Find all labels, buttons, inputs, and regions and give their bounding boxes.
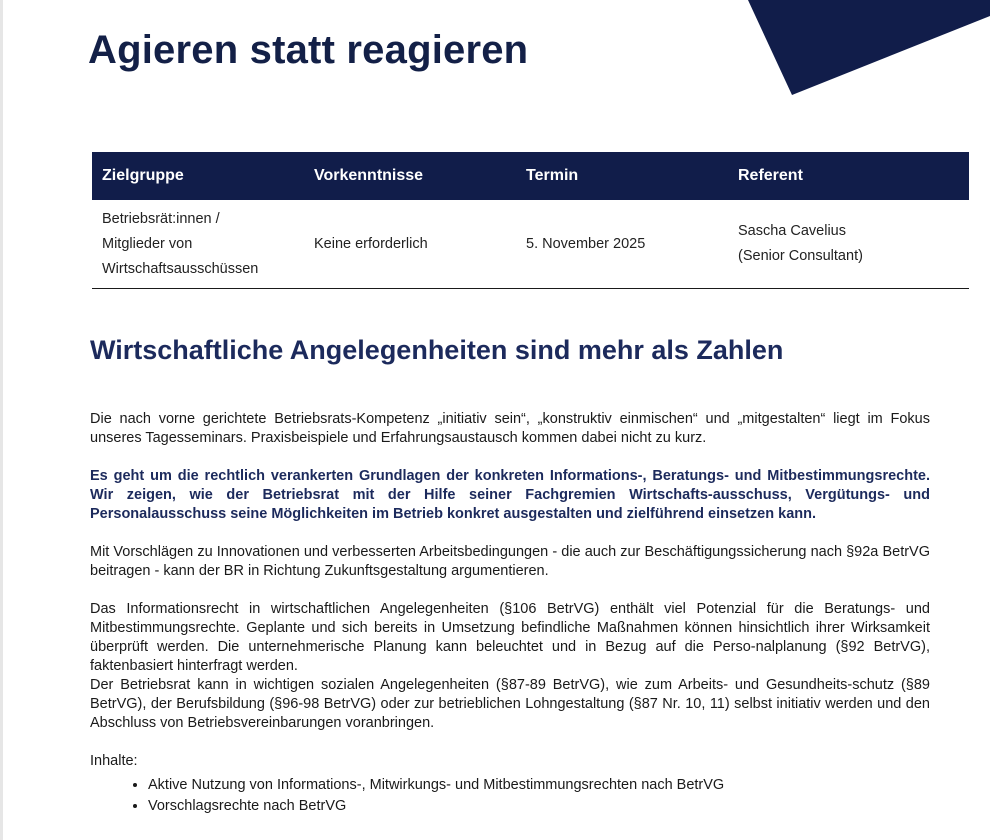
table-header-row	[92, 152, 969, 200]
body-text	[90, 410, 930, 817]
intro-paragraph: Die nach vorne gerichtete Betriebsrats-Kompetenz „initiativ sein“, „konstruktiv einmischen“ und „mitgestalten“ liegt im Fokus unseres Tagesseminars. Praxisbeispiele und Erfahrungsaustausch kommen dabei nicht zu kurz.	[90, 411, 930, 446]
cell-termin: 5. November 2025	[516, 200, 728, 289]
cell-referent	[728, 200, 969, 289]
cell-zielgruppe	[92, 200, 304, 289]
list-item: • Aktive Nutzung von Informations-, Mitwirkungs- und Mitbestimmungsrechten nach BetrVG	[148, 775, 930, 796]
paragraph: Mit Vorschlägen zu Innovationen und verbesserten Arbeitsbedingungen - die auch zur Beschäftigungssicherung nach §92a BetrVG beitragen - kann der BR in Richtung Zukunftsgestaltung argumentieren.	[90, 544, 930, 579]
header-referent: Referent	[728, 152, 969, 200]
cell-vorkenntnisse: Keine erforderlich	[304, 200, 516, 289]
referent-name: Sascha Cavelius	[738, 223, 846, 239]
referent-role: (Senior Consultant)	[738, 248, 863, 264]
zielgruppe-line: Mitglieder von	[102, 235, 193, 252]
paragraph: Der Betriebsrat kann in wichtigen sozialen Angelegenheiten (§87-89 BetrVG), wie zum Arbeits- und Gesundheits-schutz (§89 BetrVG), der Berufsbildung (§96-98 BetrVG) oder zur betrieblichen Lohngestaltung (§87 Nr. 10, 11) selbst initiativ werden und den Abschluss von Betriebsvereinbarungen voranbringen.	[90, 677, 930, 731]
page-edge	[0, 0, 3, 840]
zielgruppe-line: Betriebsrät:innen /	[102, 210, 220, 227]
header-vorkenntnisse: Vorkenntnisse	[304, 152, 516, 200]
highlight-paragraph: Es geht um die rechtlich verankerten Grundlagen der konkreten Informations-, Beratungs- und Mitbestimmungsrechte. Wir zeigen, wie der Betriebsrat mit der Hilfe seiner Fachgremien Wirtschafts-ausschuss, Vergütungs- und Personalausschuss seine Möglichkeiten im Betrieb konkret ausgestalten und zielführend einsetzen kann.	[90, 468, 930, 522]
section-heading: Wirtschaftliche Angelegenheiten sind mehr als Zahlen	[90, 335, 784, 365]
header-zielgruppe: Zielgruppe	[92, 152, 304, 200]
document-title: Agieren statt reagieren	[88, 28, 529, 72]
inhalte-label: Inhalte:	[90, 753, 138, 769]
header-termin: Termin	[516, 152, 728, 200]
table-row	[92, 200, 969, 289]
list-item: • Vorschlagsrechte nach BetrVG	[148, 796, 930, 817]
paragraph: Das Informationsrecht in wirtschaftlichen Angelegenheiten (§106 BetrVG) enthält viel Potenzial für die Beratungs- und Mitbestimmungsrechte. Geplante und sich bereits in Umsetzung befindliche Maßnahmen können hinsichtlich ihrer Wirksamkeit überprüft werden. Die unternehmerische Planung kann beleuchtet und in Bezug auf die Perso-nalplanung (§92 BetrVG), faktenbasiert hinterfragt werden.	[90, 601, 930, 674]
inhalte-list	[90, 775, 930, 817]
seminar-info-table	[92, 152, 969, 289]
zielgruppe-line: Wirtschaftsausschüssen	[102, 260, 259, 277]
